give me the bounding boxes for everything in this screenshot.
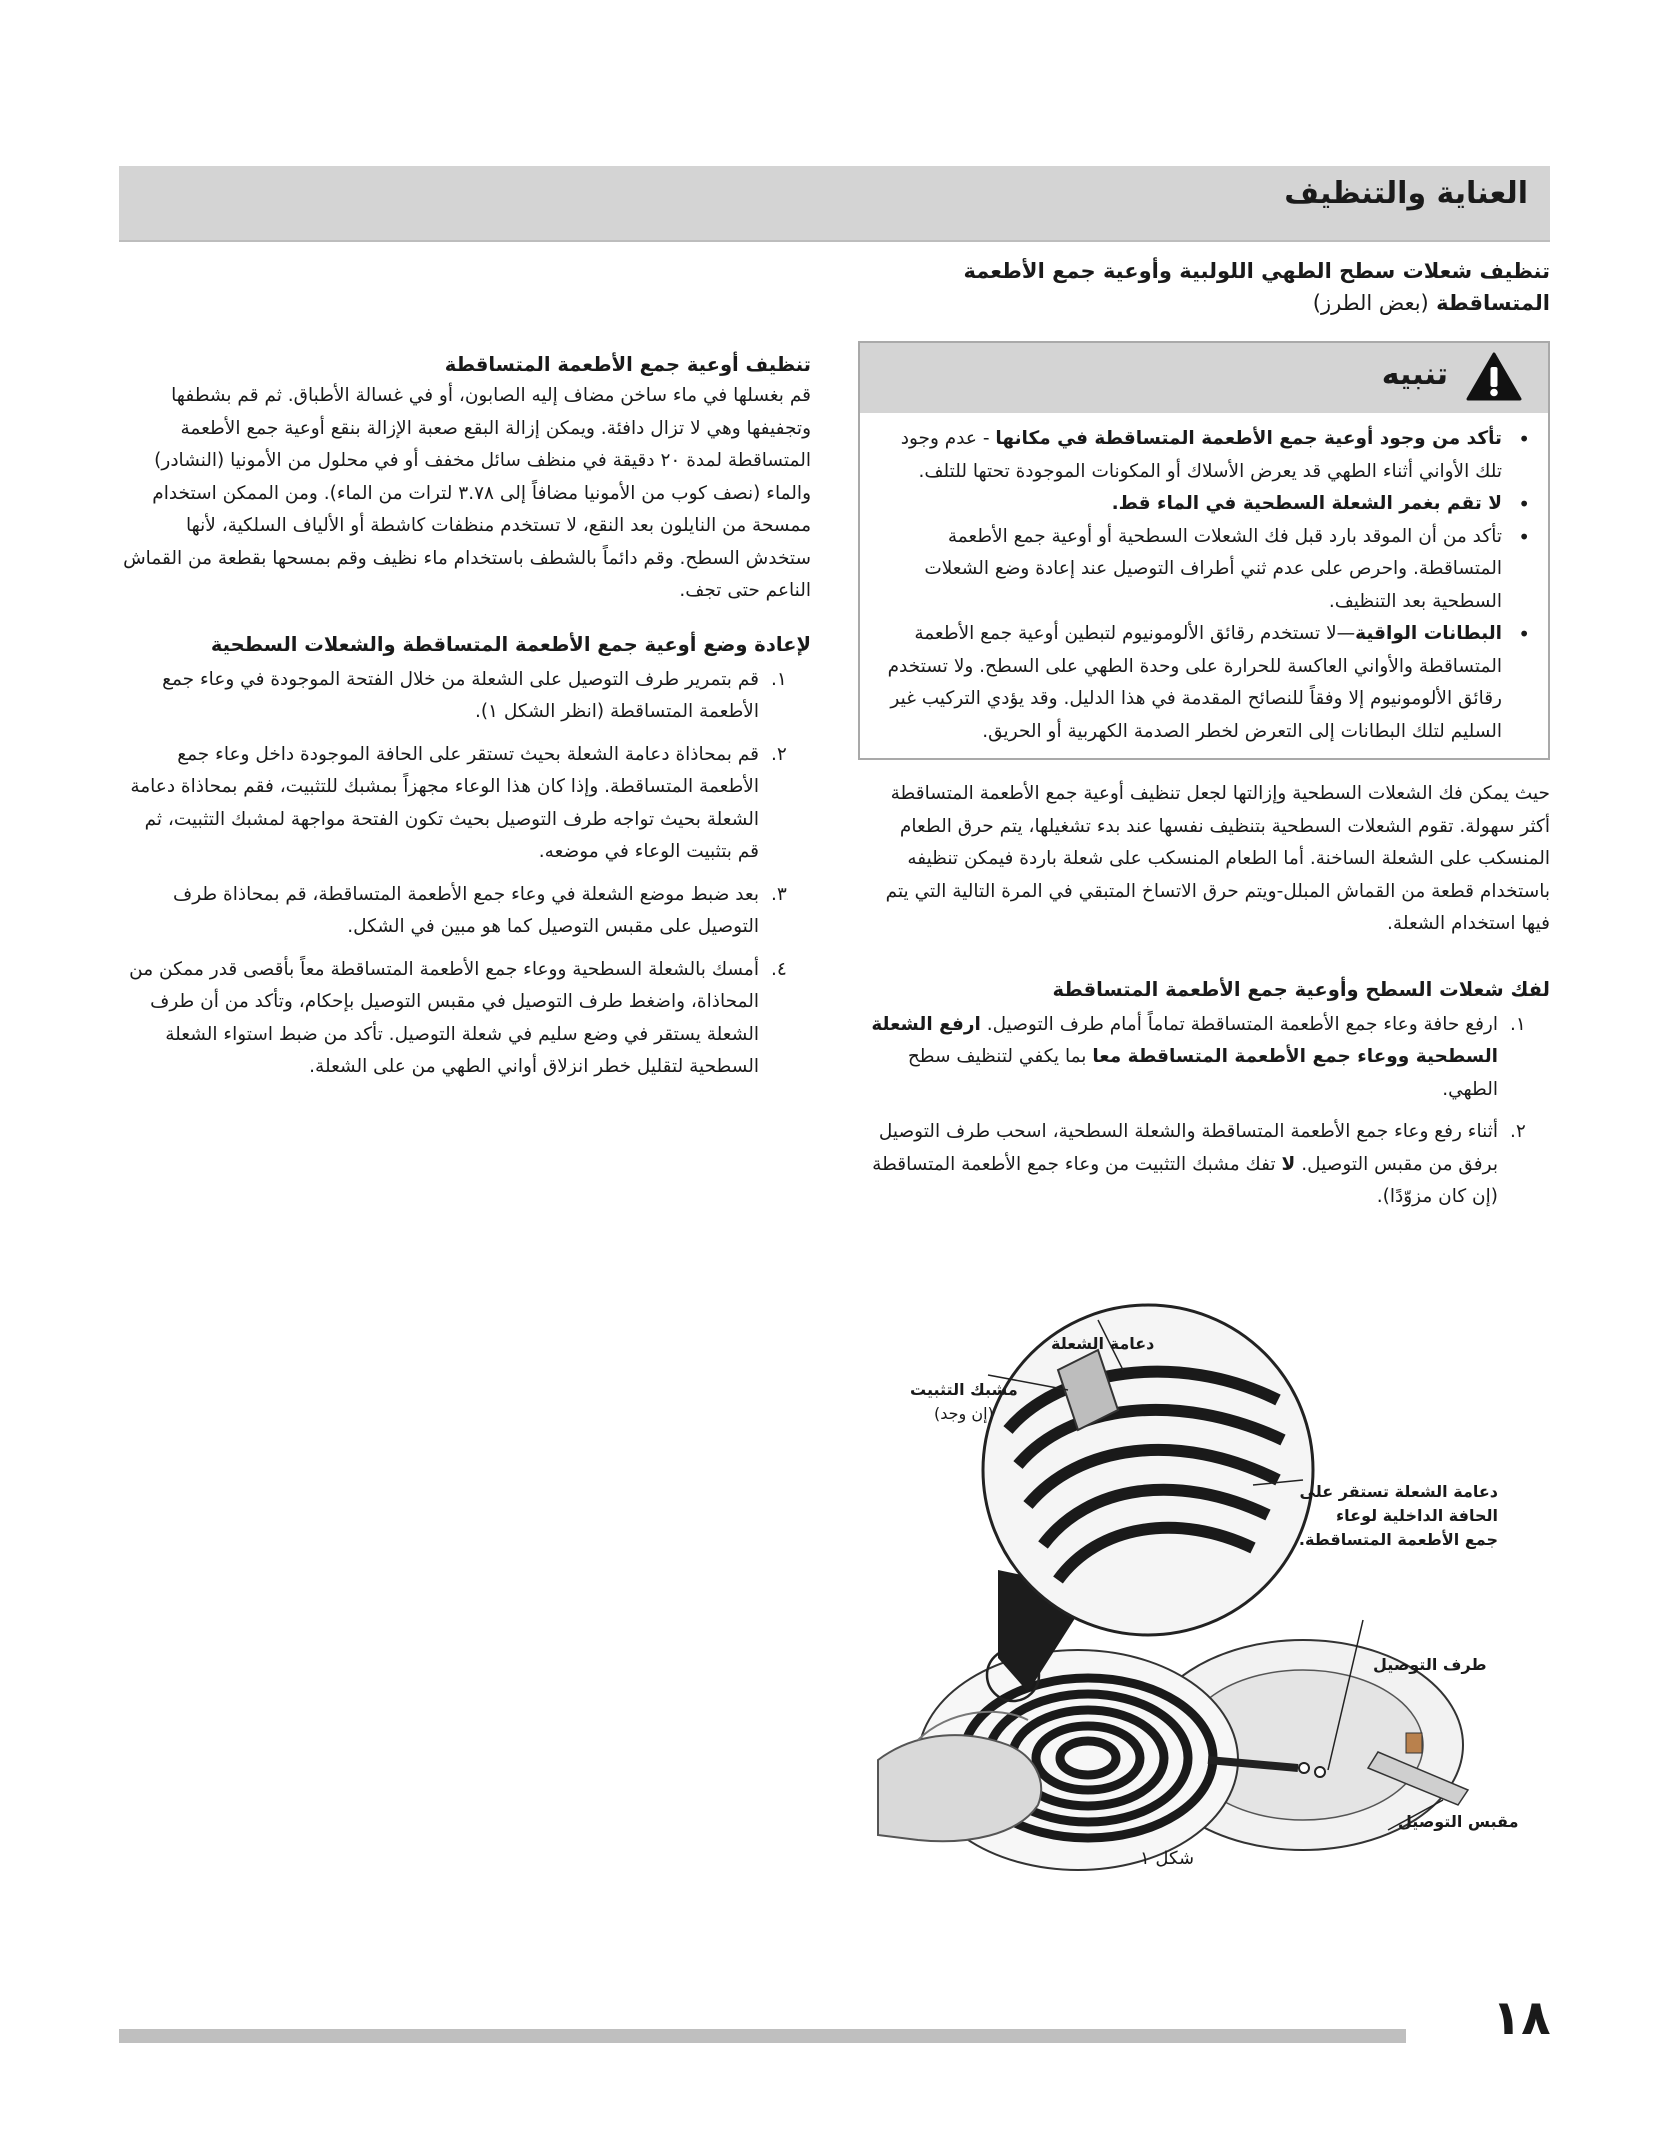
- right-column: [858, 255, 1550, 1224]
- caution-header: [860, 343, 1548, 413]
- step-number: ١.: [771, 668, 787, 690]
- step-text: ارفع حافة وعاء جمع الأطعمة المتساقطة تماماً أمام طرف التوصيل.: [980, 1013, 1498, 1035]
- caution-item: [874, 423, 1536, 488]
- step-number: ١.: [1510, 1013, 1526, 1035]
- burner-cleaning-title-line2-note: (بعض الطرز): [1312, 291, 1429, 315]
- replace-step: [119, 664, 811, 729]
- footer-bar: [119, 2029, 1406, 2043]
- step-number: ٣.: [771, 883, 787, 905]
- section-header-bar: [119, 166, 1550, 242]
- remove-heading: لفك شعلات السطح وأوعية جمع الأطعمة المتساقطة: [1052, 977, 1550, 1001]
- remove-steps: [858, 1009, 1550, 1214]
- clean-drip-bowls-heading: تنظيف أوعية جمع الأطعمة المتساقطة: [444, 353, 811, 376]
- step-text: بعد ضبط موضع الشعلة في وعاء جمع الأطعمة المتساقطة، قم بمحاذاة طرف التوصيل على مقبس التوصيل كما هو مبين في الشكل.: [173, 883, 759, 937]
- figure-caption: شكل ١: [1140, 1848, 1195, 1869]
- burner-cleaning-title: [858, 255, 1550, 319]
- step-text: قم بتمرير طرف التوصيل على الشعلة من خلال الفتحة الموجودة في وعاء جمع الأطعمة المتساقطة (انظر الشكل ١).: [162, 668, 759, 722]
- label-retaining-clip-text: مشبك التثبيت: [910, 1380, 1018, 1399]
- caution-item-bold: لا تقم بغمر الشعلة السطحية في الماء قط.: [1111, 493, 1502, 514]
- replace-steps: [119, 664, 811, 1084]
- caution-box: [858, 341, 1550, 760]
- step-text: تفك مشبك التثبيت من وعاء جمع الأطعمة المتساقطة (إن كان مزوّدًا).: [872, 1153, 1498, 1207]
- caution-item-text: - عدم وجود تلك الأواني أثناء الطهي قد يعرض الأسلاك أو المكونات الموجودة تحتها للتلف.: [900, 428, 1502, 482]
- burner-cleaning-title-line2-bold: المتساقطة: [1436, 291, 1550, 315]
- caution-label: تنبيه: [1381, 357, 1448, 392]
- step-text-bold: ارفع الشعلة السطحية ووعاء جمع الأطعمة المتساقطة معا: [871, 1013, 1498, 1067]
- remove-step: [858, 1009, 1550, 1107]
- label-terminal: طرف التوصيل: [1373, 1655, 1487, 1674]
- remove-step: [858, 1116, 1550, 1214]
- step-number: ٤.: [771, 958, 787, 980]
- section-title: العناية والتنظيف: [1284, 176, 1528, 211]
- page-number: ١٨: [1492, 1990, 1551, 2046]
- step-text: أثناء رفع وعاء جمع الأطعمة المتساقطة والشعلة السطحية، اسحب طرف التوصيل برفق من مقبس التوصيل.: [878, 1121, 1498, 1175]
- burner-cleaning-title-line1: تنظيف شعلات سطح الطهي اللولبية وأوعية جمع الأطعمة: [963, 259, 1550, 283]
- replace-heading: لإعادة وضع أوعية جمع الأطعمة المتساقطة والشعلات السطحية: [210, 632, 811, 656]
- replace-step: [119, 739, 811, 869]
- caution-item: [874, 618, 1536, 748]
- caution-item: [874, 488, 1536, 521]
- burner-illustration: [858, 1290, 1550, 1890]
- warning-icon: [1466, 352, 1522, 402]
- step-number: ٢.: [771, 743, 787, 765]
- clean-drip-bowls-paragraph: قم بغسلها في ماء ساخن مضاف إليه الصابون، أو في غسالة الأطباق. ثم قم بشطفها وتجفيفها وهي لا تزال دافئة. ويمكن إزالة البقع صعبة الإزالة بنقع أوعية جمع الأطعمة المتساقطة لمدة ٢٠ دقيقة في منظف سائل مخفف أو في محلول من الأمونيا (النشادر) والماء (نصف كوب من الأمونيا مضافاً إلى ٣.٧٨ لترات من الماء). ومن الممكن استخدام ممسحة من النايلون بعد النقع، لا تستخدم منظفات كاشطة أو الألياف السلكية، لأنها ستخدش السطح. وقم دائماً بالشطف باستخدام ماء نظيف وقم بمسحها بقطعة من القماش الناعم حتى تجف.: [123, 385, 811, 601]
- caution-item-bold: البطانات الواقية: [1355, 623, 1502, 644]
- caution-item: [874, 521, 1536, 619]
- label-burner-support: دعامة الشعلة: [1051, 1334, 1155, 1353]
- replace-step: [119, 879, 811, 944]
- label-retaining-clip: [910, 1378, 1018, 1426]
- label-support-rests: دعامة الشعلة تستقر على الحافة الداخلية لوعاء جمع الأطعمة المتساقطة.: [1298, 1482, 1498, 1549]
- step-text: أمسك بالشعلة السطحية ووعاء جمع الأطعمة المتساقطة معاً بأقصى قدر ممكن من المحاذاة، واضغط طرف التوصيل في مقبس التوصيل بإحكام، وتأكد من أن طرف الشعلة يستقر في وضع سليم في شعلة التوصيل. تأكد من ضبط استواء الشعلة السطحية لتقليل خطر انزلاق أواني الطهي من على الشعلة.: [129, 958, 759, 1077]
- step-number: ٢.: [1510, 1121, 1526, 1142]
- caution-list: [860, 413, 1548, 758]
- replace-step: [119, 954, 811, 1084]
- step-text-bold: لا: [1281, 1153, 1296, 1175]
- intro-paragraph: حيث يمكن فك الشعلات السطحية وإزالتها لجعل تنظيف أوعية جمع الأطعمة المتساقطة أكثر سهولة. تقوم الشعلات السطحية بتنظيف نفسها عند بدء تشغيلها، يتم حرق الطعام المنسكب على الشعلة الساخنة. أما الطعام المنسكب على شعلة باردة فيمكن تنظيفه باستخدام قطعة من القماش المبلل-ويتم حرق الاتساخ المتبقي في المرة التالية التي يتم فيها استخدام الشعلة.: [885, 783, 1550, 934]
- step-text: قم بمحاذاة دعامة الشعلة بحيث تستقر على الحافة الموجودة داخل وعاء جمع الأطعمة المتساقطة. وإذا كان هذا الوعاء مجهزاً بمشبك للتثبيت، فقم بمحاذاة دعامة الشعلة بحيث تواجه طرف التوصيل بحيث تكون الفتحة مواجهة لمشبك التثبيت، ثم قم بتثبيت الوعاء في موضعه.: [130, 743, 759, 862]
- left-column: [119, 350, 811, 1094]
- label-retaining-clip-note: (إن وجد): [933, 1404, 994, 1423]
- caution-item-text: —لا تستخدم رقائق الألومونيوم لتبطين أوعية جمع الأطعمة المتساقطة والأواني العاكسة للحرارة على وحدة الطهي على السطح. ولا تستخدم رقائق الألومونيوم إلا وفقاً للنصائح المقدمة في هذا الدليل. وقد يؤدي التركيب غير السليم لتلك البطانات إلى التعرض لخطر الصدمة الكهربية أو الحريق.: [887, 623, 1502, 742]
- label-receptacle: مقبس التوصيل: [1398, 1812, 1519, 1831]
- caution-item-bold: تأكد من وجود أوعية جمع الأطعمة المتساقطة في مكانها: [995, 428, 1502, 449]
- step-text: بما يكفي لتنظيف سطح الطهي.: [907, 1046, 1498, 1100]
- caution-item-text: تأكد من أن الموقد بارد قبل فك الشعلات السطحية أو أوعية جمع الأطعمة المتساقطة. واحرص على عدم ثني أطراف التوصيل عند إعادة وضع الشعلات السطحية بعد التنظيف.: [924, 525, 1502, 612]
